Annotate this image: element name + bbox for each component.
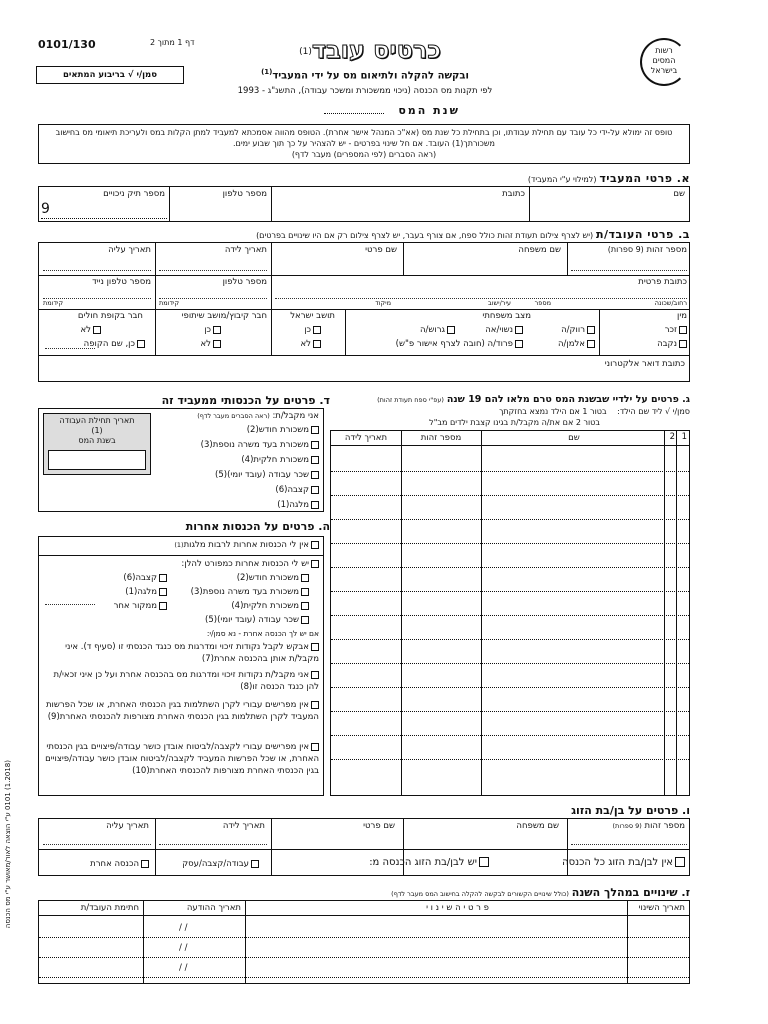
female-text: נקבה [657, 339, 677, 349]
other-opt4[interactable] [43, 741, 319, 777]
street-label: רחוב/שכונה [654, 299, 687, 307]
phone-label: מספר טלפון [222, 277, 267, 287]
notify-date-row2[interactable]: / / [179, 943, 188, 953]
section-d-title: ד. פרטים על הכנסותי ממעביד זה [161, 394, 330, 407]
spouse-work-text: עבודה/קצבה/עסק [182, 859, 249, 869]
other-source-input[interactable] [45, 603, 95, 605]
no-other-text: אין לי הכנסות אחרות לרבות מלגות [183, 540, 309, 550]
other-items-left [114, 571, 167, 613]
other-item-daily-text: שכר עבודה (עובד יומי)(5) [205, 615, 299, 625]
employee-id-label [608, 245, 687, 255]
start-date-year: בשנת המס [78, 436, 116, 445]
first-name-input[interactable] [273, 257, 401, 273]
spouse-aliya-label: תאריך עליה [106, 821, 149, 831]
email-label: כתובת דואר אלקטרוני [604, 359, 685, 369]
aliya-date-input[interactable] [43, 263, 151, 271]
receive-text: אני מקבל/ת: [272, 411, 319, 421]
gender-label: מין [677, 311, 687, 321]
health-label: חבר בקופת חולים [77, 311, 143, 321]
has-other-text: יש לי הכנסות אחרות כמפורט להלן: [181, 559, 309, 569]
kibbutz-no[interactable] [200, 339, 221, 349]
other-item-additional[interactable] [191, 585, 309, 599]
title-text: כרטיס עובד [311, 36, 441, 64]
child-birth-header: תאריך לידה [344, 433, 388, 443]
income-item-partial[interactable] [159, 453, 319, 468]
health-yes-text: כן, שם הקופה [83, 339, 135, 349]
notify-date-row1[interactable]: / / [179, 923, 188, 933]
other-item-pension[interactable] [114, 571, 167, 585]
income-items [159, 423, 319, 513]
child-id-header: מספר זהות [420, 433, 462, 443]
form-title [270, 36, 470, 64]
file-prefix: 9 [41, 201, 50, 217]
male-text: זכר [664, 325, 677, 335]
section-c-opt2: בטור 2 אם את/ה מקבל/ת בגינו קצבת ילדים מב"ל [429, 418, 600, 427]
mark-box: סמן/י √ בריבוע המתאים [36, 66, 184, 84]
income-item-scholarship-text: מלגה(1) [277, 500, 309, 510]
start-date-box [43, 413, 151, 475]
marital-label: מצב משפחתי [482, 311, 531, 321]
employee-id-note: (9 ספרות) [607, 245, 644, 254]
resident-yes[interactable] [304, 325, 321, 335]
spouse-first-name-input[interactable] [273, 833, 401, 847]
phone-input[interactable] [159, 291, 267, 299]
resident-no[interactable] [300, 339, 321, 349]
marital-separated[interactable] [396, 339, 523, 349]
section-a-header [400, 172, 690, 185]
widowed-text: אלמן/ה [557, 339, 585, 349]
tax-year [280, 102, 460, 117]
logo-line1: רשות [655, 46, 673, 55]
number-label: מספר [534, 299, 551, 307]
receive-label [159, 411, 319, 421]
section-c-header [332, 394, 690, 405]
phone-area-label: קידומת [159, 299, 180, 307]
employer-name-input[interactable] [531, 199, 687, 221]
other-opt1-text: אבקש לקבל נקודות זיכוי ומדרגות מס כנגד הכנסתי זו (סעיף ד). איני מקבל/ת אותן בהכנסה אחרת(7) [65, 642, 319, 664]
no-other-income[interactable] [174, 540, 319, 550]
tax-year-label: שנת המס [398, 104, 460, 117]
section-g-note: (כולל שינויים הקשורים לבקשה להקלה בחישוב המס מעבר לדף) [391, 890, 569, 898]
last-name-input[interactable] [405, 257, 565, 273]
mobile-input[interactable] [43, 291, 151, 299]
notify-date-row3[interactable]: / / [179, 963, 188, 973]
kibbutz-label: חבר קיבוץ/מושב שיתופי [181, 311, 267, 321]
spouse-has-income[interactable] [369, 857, 489, 868]
health-no-text: לא [80, 325, 91, 335]
section-a-note: (למילוי ע"י המעביד) [527, 175, 597, 184]
children-rows [331, 445, 689, 795]
birth-date-label: תאריך לידה [224, 245, 267, 255]
mobile-label: מספר טלפון נייד [92, 277, 151, 287]
marital-single[interactable] [561, 325, 595, 335]
start-date-label: תאריך תחילת העבודה [59, 416, 135, 425]
spouse-first-name-label: שם פרטי [363, 821, 395, 831]
other-item-other[interactable] [114, 599, 167, 613]
no-other-note: (1) [174, 541, 184, 549]
married-text: נשוי/אה [485, 325, 513, 335]
spouse-last-name-label: שם משפחה [516, 821, 559, 831]
spouse-other[interactable] [90, 859, 149, 869]
section-g-header [200, 886, 690, 899]
spouse-no-income[interactable] [562, 857, 685, 868]
start-date-note: (1) [91, 426, 103, 435]
kibbutz-yes-text: כן [204, 325, 211, 335]
section-d-box [38, 408, 324, 512]
resident-yes-text: כן [304, 325, 311, 335]
resident-label: תושב ישראל [290, 311, 335, 321]
spouse-birth-input[interactable] [159, 837, 267, 845]
change-details-header: פ ר ט י ה ש י נ ו י [426, 903, 489, 913]
other-item-pension-text: קצבה(6) [123, 573, 157, 583]
other-item-additional-text: משכורת בעד משרה נוספת(3) [190, 587, 299, 597]
spouse-id-note: (9 ספרות) [612, 822, 642, 830]
birth-date-input[interactable] [159, 263, 267, 271]
employee-id-input[interactable] [571, 261, 687, 271]
income-item-additional-text: משכורת בעד משרה נוספת(3) [200, 440, 309, 450]
section-a-table [38, 186, 690, 222]
spouse-id-input[interactable] [571, 837, 687, 845]
receive-note: (ראה הסברים מעבר לדף) [197, 412, 270, 420]
start-date-input[interactable] [48, 450, 146, 470]
income-item-daily[interactable] [159, 468, 319, 483]
other-opt3-text: אין מפרישים עבורי לקרן השתלמות בגין הכנסתי האחרת, או שכל הפרשות המעביד לקרן השתלמות בגין הכנסתי האחרת מצורפות להכנסתי האחרת(9) [45, 700, 319, 722]
section-b-header [160, 228, 690, 241]
section-b-note: (יש לצרף צילום תעודת זהות כולל ספח, אם צורף בעבר, יש לצרף צילום רק אם היו שינויים בפרטים) [256, 231, 594, 240]
income-item-partial-text: משכורת חלקית(4) [241, 455, 309, 465]
section-b-title: ב. פרטי העובד/ת [596, 228, 690, 241]
logo-line3: בישראל [650, 66, 678, 75]
kibbutz-yes[interactable] [204, 325, 221, 335]
employer-address-input[interactable] [273, 199, 527, 221]
spouse-last-name-input[interactable] [405, 833, 565, 847]
section-e-title: ה. פרטים על הכנסות אחרות [185, 520, 330, 533]
section-f-title: ו. פרטים על בן/בת הזוג [571, 804, 690, 817]
section-c-instructions [332, 406, 690, 428]
has-other-income[interactable] [181, 559, 319, 569]
spouse-id-label [613, 821, 685, 831]
section-c-mark: סמן/י √ ליד שם הילד: [617, 407, 690, 416]
signature-header: חתימת העובד/ת [80, 903, 139, 913]
spouse-no-income-text: אין לבן/בת הזוג כל הכנסה [562, 857, 673, 868]
other-opt2-text: אני מקבל/ת נקודות זיכוי ומדרגות מס בהכנסה אחרת ועל כן איני זכאי/ת להן כנגד הכנסה זו(8) [53, 670, 319, 692]
other-item-partial-text: משכורת חלקית(4) [231, 601, 299, 611]
deduction-file-input[interactable] [41, 201, 167, 219]
title-note: (1) [299, 47, 312, 57]
email-input[interactable] [43, 359, 603, 379]
spouse-other-text: הכנסה אחרת [90, 859, 139, 869]
other-item-partial[interactable] [191, 599, 309, 613]
employer-name-label: שם [673, 189, 685, 199]
employee-id-text: מספר זהות [646, 245, 687, 255]
employer-phone-label: מספר טלפון [222, 189, 267, 199]
subtitle [240, 68, 490, 81]
spouse-work[interactable] [182, 859, 259, 869]
other-item-scholarship-text: מלגה(1) [125, 587, 157, 597]
marital-divorced[interactable] [420, 325, 455, 335]
regulation: לפי תקנות מס הכנסה (ניכוי ממשכורת ומשכר עבודה), התשנ"ג - 1993 [237, 86, 493, 96]
marital-married[interactable] [485, 325, 523, 335]
income-item-monthly[interactable] [159, 423, 319, 438]
intro-ref: (ראה הסברים (לפי המספרים) מעבר לדף) [291, 150, 437, 159]
income-item-scholarship[interactable] [159, 498, 319, 513]
spouse-id-text: מספר זהות [644, 821, 685, 831]
city-label: עיר/ישוב [488, 299, 511, 307]
marital-widowed[interactable] [558, 339, 595, 349]
other-opt3[interactable] [43, 699, 319, 723]
logo [640, 38, 688, 86]
children-table [330, 430, 690, 796]
other-item-monthly-text: משכורת חודש(2) [236, 573, 299, 583]
income-item-pension-text: קצבה(6) [275, 485, 309, 495]
first-name-label: שם פרטי [365, 245, 397, 255]
resident-no-text: לא [300, 339, 311, 349]
notify-date-header: תאריך ההודעה [186, 903, 241, 913]
address-label: כתובת פרטית [638, 277, 687, 287]
spouse-aliya-input[interactable] [43, 837, 151, 845]
aliya-date-label: תאריך עליה [108, 245, 151, 255]
last-name-label: שם משפחה [518, 245, 561, 255]
single-text: רווק/ה [561, 325, 585, 335]
if-other-label: אם יש לך הכנסה אחרת - נא סמן/י: [206, 629, 319, 638]
deduction-file-label: מספר תיק ניכויים [103, 189, 165, 199]
divorced-text: גרוש/ה [419, 325, 445, 335]
other-item-scholarship[interactable] [114, 585, 167, 599]
other-opt4-text: אין מפרישים עבורי לקצבה/לביטוח אובדן כושר עבודה/פיצויים בגין הכנסתי האחרת, או שכל הפרשות המעביד לקצבה/לביטוח אובדן כושר עבודה/פיצויים בגין הכנסתי האחרת מצורפות להכנסתי האחרת(10) [45, 742, 319, 776]
separated-text: פרוד/ה (חובה לצרף אישור פ"ש) [395, 339, 513, 349]
child-name-header: שם [568, 433, 580, 443]
col1-header: 1 [681, 432, 687, 442]
address-input[interactable] [275, 291, 687, 299]
section-g-title: ז. שינויים במהלך השנה [571, 886, 690, 899]
tax-year-input[interactable] [324, 102, 384, 114]
section-a-title: א. פרטי המעביד [599, 172, 690, 185]
page-info: דף 1 מתוך 2 [150, 38, 195, 47]
gender-male[interactable] [665, 325, 687, 335]
section-f-table [38, 818, 690, 876]
income-item-additional[interactable] [159, 438, 319, 453]
form-number: 0101/130 [38, 38, 96, 51]
health-fund-input[interactable] [45, 347, 95, 349]
income-item-monthly-text: משכורת חודש(2) [246, 425, 309, 435]
other-item-other-text: ממקור אחר [113, 601, 157, 611]
income-item-daily-text: שכר עבודה (עובד יומי)(5) [215, 470, 309, 480]
employer-phone-input[interactable] [171, 199, 269, 221]
section-c-title: ג. פרטים על ילדיי שבשנת המס טרם מלאו להם 19 שנה [446, 394, 690, 405]
change-date-header: תאריך השינוי [638, 903, 685, 913]
gender-female[interactable] [657, 339, 687, 349]
mobile-area-label: קידומת [43, 299, 64, 307]
employer-address-label: כתובת [502, 189, 525, 199]
logo-line2: המסים [652, 56, 676, 65]
subtitle-note: (1) [261, 68, 273, 76]
section-c-opt1: בטור 1 אם הילד נמצא בחזקתך [499, 407, 607, 416]
other-item-daily[interactable] [191, 613, 309, 627]
section-e-box [38, 536, 324, 796]
intro-text: טופס זה ימולא על-ידי כל עובד עם תחילת עבודתו, וכן בתחילת כל שנת מס (אא"כ המנהל אישר אחרת). הטופס מהווה אסמכתא למעביד למתן הקלות במס ולעריכת תיאומי מס בחישוב משכורתך(1) העובד. אם חל שינוי בפרטים - יש להצהיר על כך תוך שבוע ימים. [55, 128, 673, 148]
income-item-pension[interactable] [159, 483, 319, 498]
section-c-note: (עפ"י ספח תעודת זהות) [377, 396, 444, 404]
col2-header: 2 [669, 432, 675, 442]
subtitle-text: ובקשה להקלה ולתיאום מס על ידי המעביד [272, 70, 469, 82]
health-no[interactable] [80, 325, 101, 335]
other-item-monthly[interactable] [191, 571, 309, 585]
other-opt2[interactable] [43, 669, 319, 693]
section-g-table [38, 900, 690, 984]
spouse-birth-label: תאריך לידה [222, 821, 265, 831]
intro-box [38, 124, 690, 164]
section-b-table [38, 242, 690, 382]
kibbutz-no-text: לא [200, 339, 211, 349]
spouse-has-income-text: יש לבן/בת הזוג הכנסה מ: [369, 857, 477, 868]
zip-label: מיקוד [375, 299, 391, 307]
other-opt1[interactable] [43, 641, 319, 665]
side-print-info: (1.2018) 0101 ע"י הוצאה לאור/מאושר ע"י מס הכנסה [4, 760, 12, 929]
other-items-right [191, 571, 309, 627]
